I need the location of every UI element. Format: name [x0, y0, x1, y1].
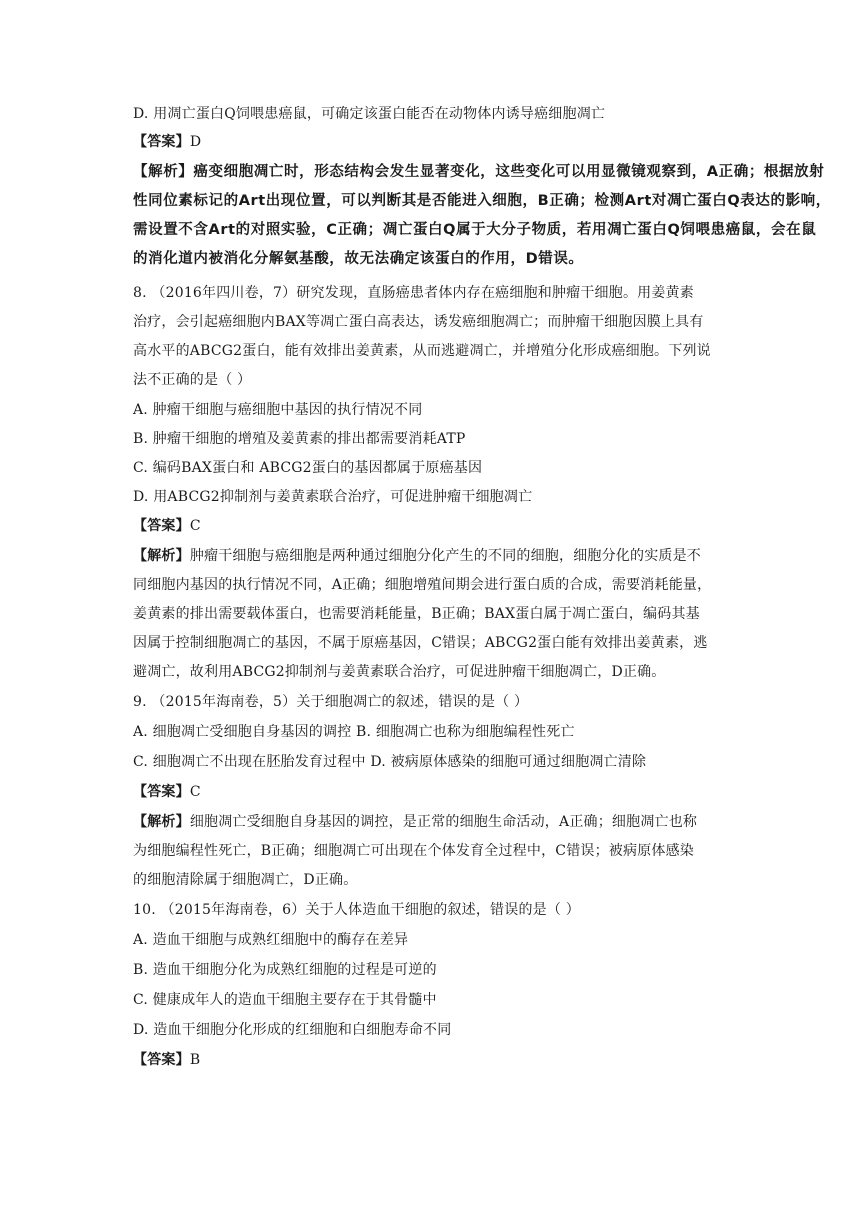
- q7-option-d: D. 用凋亡蛋白Q饲喂患癌鼠，可确定该蛋白能否在动物体内诱导癌细胞凋亡: [133, 106, 606, 122]
- analysis-text: 细胞凋亡受细胞自身基因的调控，是正常的细胞生命活动，A正确；细胞凋亡也称: [189, 814, 698, 830]
- q8-stem-line-2: 治疗，会引起癌细胞内BAX等凋亡蛋白高表达，诱发癌细胞凋亡；而肿瘤干细胞因膜上具有: [133, 314, 704, 330]
- answer-value: C: [189, 784, 201, 800]
- answer-tag: 【答案】: [133, 518, 190, 534]
- q8-option-b: B. 肿瘤干细胞的增殖及姜黄素的排出都需要消耗ATP: [133, 431, 466, 447]
- q8-stem-line-4: 法不正确的是（ ）: [133, 372, 252, 388]
- analysis-text: 肿瘤干细胞与癌细胞是两种通过细胞分化产生的不同的细胞，细胞分化的实质是不: [189, 548, 702, 564]
- q10-option-c: C. 健康成年人的造血干细胞主要存在于其骨髓中: [133, 992, 437, 1008]
- q9-analysis-line-1: [133, 812, 697, 832]
- q8-analysis-line-3: 姜黄素的排出需要载体蛋白，也需要消耗能量，B正确；BAX蛋白属于凋亡蛋白，编码其基: [133, 606, 700, 622]
- q8-analysis-line-4: 因属于控制细胞凋亡的基因，不属于原癌基因，C错误；ABCG2蛋白能有效排出姜黄素，逃: [133, 635, 708, 651]
- q7-analysis-line-4: 的消化道内被消化分解氨基酸，故无法确定该蛋白的作用，D错误。: [133, 251, 584, 267]
- answer-tag: 【答案】: [133, 134, 190, 150]
- q7-analysis-line-3: 需设置不含Art的对照实验，C正确；凋亡蛋白Q属于大分子物质，若用凋亡蛋白Q饲喂患癌鼠，会在鼠: [133, 222, 817, 238]
- q8-analysis-line-5: 避凋亡，故利用ABCG2抑制剂与姜黄素联合治疗，可促进肿瘤干细胞凋亡，D正确。: [133, 664, 666, 680]
- q10-option-a: A. 造血干细胞与成熟红细胞中的酶存在差异: [133, 932, 409, 948]
- q8-option-c: C. 编码BAX蛋白和 ABCG2蛋白的基因都属于原癌基因: [133, 460, 483, 476]
- analysis-tag: 【解析】: [133, 548, 190, 564]
- q9-stem: 9. （2015年海南卷，5）关于细胞凋亡的叙述，错误的是（ ）: [133, 694, 529, 710]
- q10-answer: [133, 1050, 200, 1070]
- answer-value: C: [189, 518, 201, 534]
- analysis-tag: 【解析】: [133, 814, 190, 830]
- q10-stem: 10. （2015年海南卷，6）关于人体造血干细胞的叙述，错误的是（ ）: [133, 902, 580, 918]
- q8-option-d: D. 用ABCG2抑制剂与姜黄素联合治疗，可促进肿瘤干细胞凋亡: [133, 489, 533, 505]
- q7-analysis-line-1: 【解析】癌变细胞凋亡时，形态结构会发生显著变化，这些变化可以用显微镜观察到，A正确；根据放射: [133, 164, 825, 180]
- answer-value: D: [189, 134, 202, 150]
- q9-analysis-line-2: 为细胞编程性死亡，B正确；细胞凋亡可出现在个体发育全过程中，C错误；被病原体感染: [133, 843, 694, 859]
- q9-answer: [133, 782, 201, 802]
- q8-stem-line-3: 高水平的ABCG2蛋白，能有效排出姜黄素，从而逃避凋亡，并增殖分化形成癌细胞。下列说: [133, 343, 711, 359]
- q9-options-cd: C. 细胞凋亡不出现在胚胎发育过程中 D. 被病原体感染的细胞可通过细胞凋亡清除: [133, 754, 647, 770]
- q8-answer: [133, 516, 201, 536]
- q8-stem-line-1: 8. （2016年四川卷，7）研究发现，直肠癌患者体内存在癌细胞和肿瘤干细胞。用姜黄素: [133, 285, 694, 301]
- answer-tag: 【答案】: [133, 784, 190, 800]
- q9-options-ab: A. 细胞凋亡受细胞自身基因的调控 B. 细胞凋亡也称为细胞编程性死亡: [133, 724, 575, 740]
- q8-analysis-line-1: [133, 546, 701, 566]
- q7-analysis-line-2: 性同位素标记的Art出现位置，可以判断其是否能进入细胞，B正确；检测Art对凋亡蛋白Q表达的影响，: [133, 193, 831, 209]
- q8-analysis-line-2: 同细胞内基因的执行情况不同，A正确；细胞增殖间期会进行蛋白质的合成，需要消耗能量，: [133, 577, 712, 593]
- q9-analysis-line-3: 的细胞清除属于细胞凋亡，D正确。: [133, 872, 358, 888]
- q10-option-b: B. 造血干细胞分化为成熟红细胞的过程是可逆的: [133, 962, 437, 978]
- q10-option-d: D. 造血干细胞分化形成的红细胞和白细胞寿命不同: [133, 1022, 452, 1038]
- q8-option-a: A. 肿瘤干细胞与癌细胞中基因的执行情况不同: [133, 402, 423, 418]
- answer-tag: 【答案】: [133, 1052, 190, 1068]
- q7-answer: [133, 132, 201, 152]
- answer-value: B: [189, 1052, 201, 1068]
